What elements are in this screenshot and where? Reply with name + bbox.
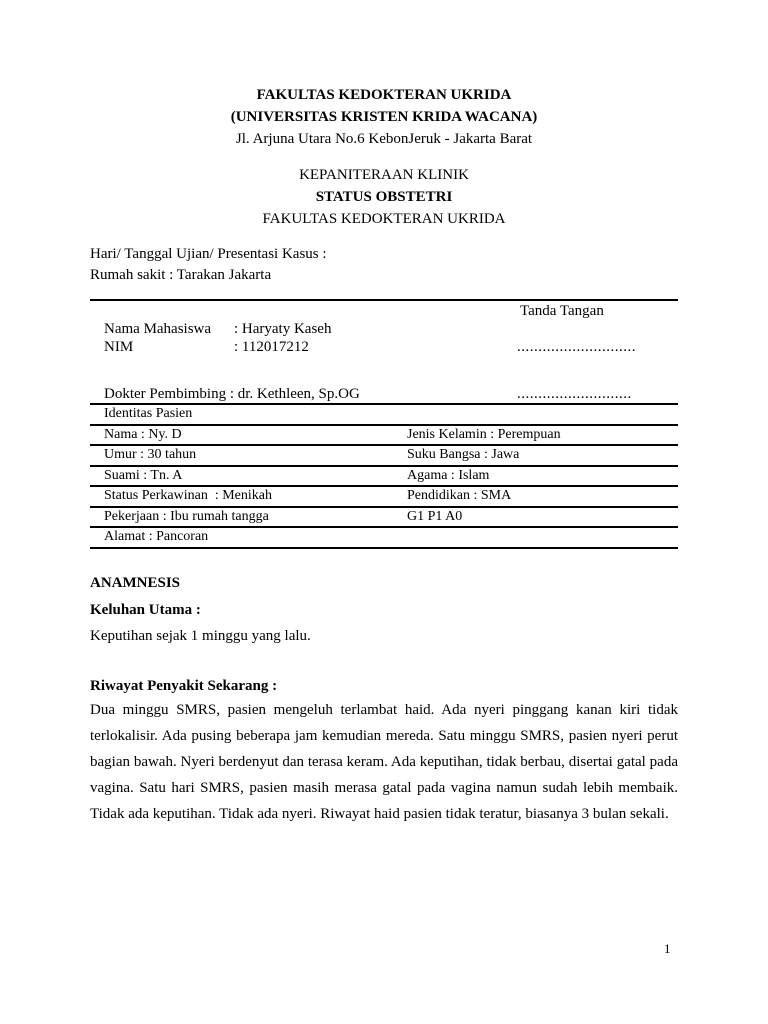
- nim-value: : 112017212: [234, 339, 309, 355]
- table-cell: Alamat : Pancoran: [104, 529, 209, 544]
- table-cell: G1 P1 A0: [407, 508, 463, 524]
- table-cell: Agama : Islam: [407, 467, 490, 483]
- table-cell: Suami : Tn. A: [104, 467, 183, 483]
- keluhan-utama-text: Keputihan sejak 1 minggu yang lalu.: [90, 627, 311, 644]
- student-name-row: [90, 320, 678, 338]
- faculty-line-plain: FAKULTAS KEDOKTERAN UKRIDA: [262, 211, 506, 227]
- exam-date-line: Hari/ Tanggal Ujian/ Presentasi Kasus :: [90, 246, 327, 262]
- table-row: [90, 446, 678, 467]
- intro-block: [90, 244, 678, 286]
- table-row: [90, 508, 678, 529]
- nim-row: [90, 338, 678, 356]
- status-obstetri-line: STATUS OBSTETRI: [315, 189, 453, 205]
- page-number: 1: [664, 941, 671, 956]
- table-cell: Pekerjaan : Ibu rumah tangga: [104, 508, 269, 524]
- university-title: (UNIVERSITAS KRISTEN KRIDA WACANA): [230, 109, 538, 125]
- document-header: [90, 84, 678, 230]
- table-section-header: [90, 405, 678, 426]
- riwayat-penyakit-heading: Riwayat Penyakit Sekarang :: [90, 677, 278, 694]
- table-row: [90, 467, 678, 488]
- table-cell: Nama : Ny. D: [104, 426, 182, 442]
- table-section-title: Identitas Pasien: [104, 406, 193, 421]
- anamnesis-title: ANAMNESIS: [90, 574, 181, 591]
- hospital-line: Rumah sakit : Tarakan Jakarta: [90, 267, 272, 283]
- table-cell: Status Perkawinan : Menikah: [104, 488, 272, 503]
- header-spacer: [90, 150, 678, 164]
- supervisor-line: Dokter Pembimbing : dr. Kethleen, Sp.OG: [104, 386, 360, 402]
- kepaniteraan-line: KEPANITERAAN KLINIK: [299, 167, 469, 183]
- table-cell: Umur : 30 tahun: [104, 447, 197, 462]
- signature-heading: Tanda Tangan: [520, 303, 604, 319]
- student-name-label: Nama Mahasiswa: [104, 321, 212, 337]
- supervisor-row: [90, 385, 678, 403]
- nim-label: NIM: [104, 339, 134, 355]
- table-cell: Jenis Kelamin : Perempuan: [407, 426, 561, 442]
- riwayat-penyakit-text: Dua minggu SMRS, pasien mengeluh terlambat haid. Ada nyeri pinggang kanan kiri tidak terlokalisir. Ada pusing beberapa jam kemudian mereda. Satu minggu SMRS, pasien nyeri perut bagian bawah. Nyeri berdenyut dan terasa keram. Ada keputihan, tidak berbau, disertai gatal pada vagina. Satu hari SMRS, pasien masih merasa gatal pada vagina namun sudah lebih membaik. Tidak ada keputihan. Tidak ada nyeri. Riwayat haid pasien tidak teratur, biasanya 3 bulan sekali.: [90, 701, 678, 822]
- table-cell: Pendidikan : SMA: [407, 488, 512, 503]
- student-name-value: : Haryaty Kaseh: [234, 321, 332, 337]
- keluhan-utama-heading: Keluhan Utama :: [90, 601, 201, 618]
- signature-block: [90, 299, 678, 403]
- patient-identity-table: [90, 403, 678, 549]
- supervisor-signature-dots: ...........................: [517, 386, 632, 402]
- table-row: [90, 487, 678, 508]
- table-row: [90, 426, 678, 447]
- address-line: Jl. Arjuna Utara No.6 KebonJeruk - Jakarta Barat: [235, 131, 533, 147]
- student-signature-dots: ............................: [517, 339, 636, 355]
- table-cell: [407, 529, 678, 547]
- table-cell: Suku Bangsa : Jawa: [407, 447, 520, 462]
- table-row: [90, 528, 678, 549]
- faculty-title: FAKULTAS KEDOKTERAN UKRIDA: [256, 87, 512, 103]
